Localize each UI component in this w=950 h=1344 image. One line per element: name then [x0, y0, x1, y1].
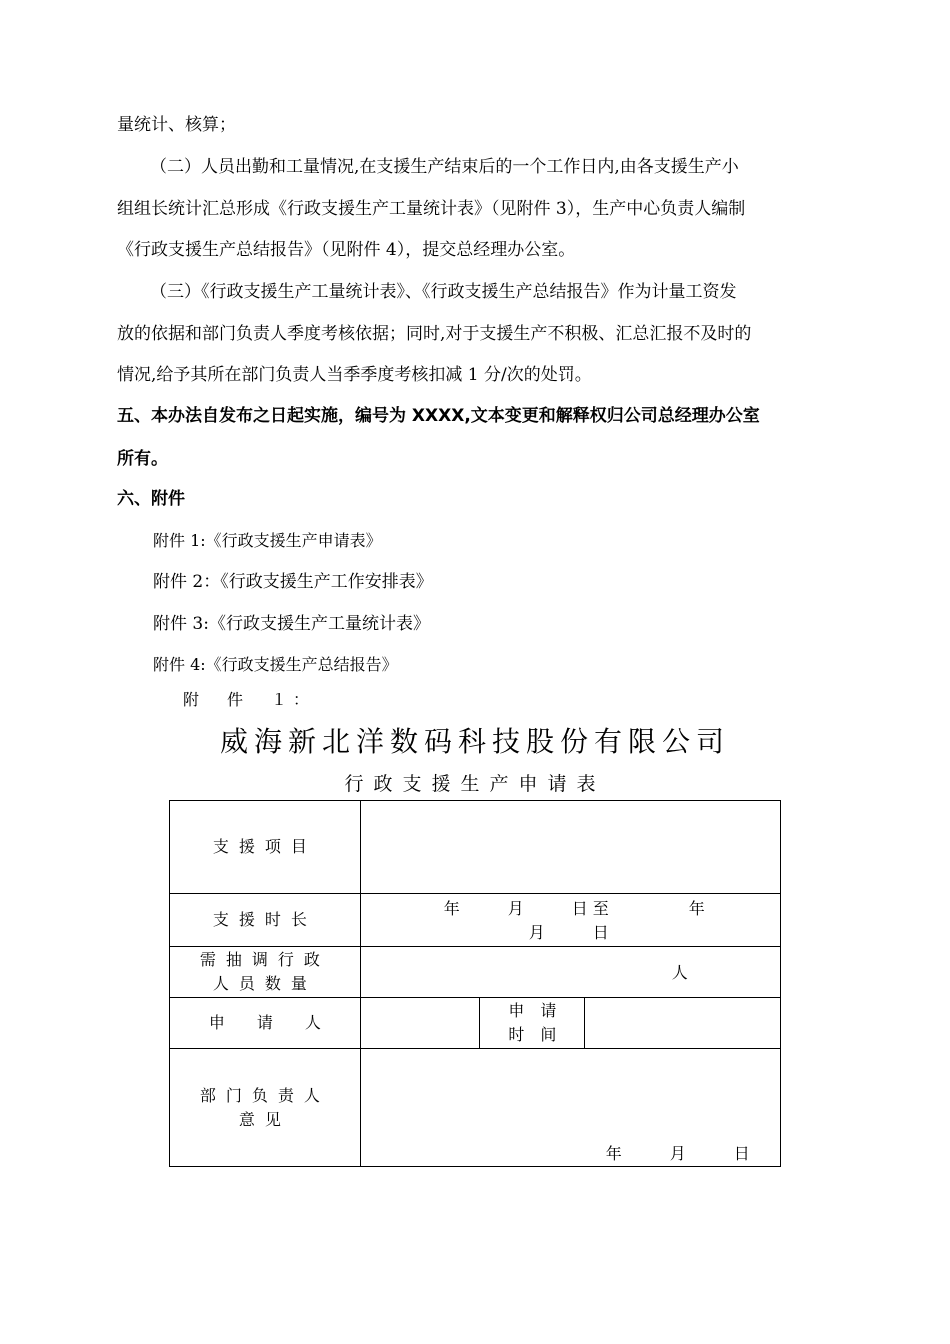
section-5-line-1: 五、本办法自发布之日起实施，编号为 XXXX,文本变更和解释权归公司总经理办公室	[117, 406, 760, 426]
opinion-label-line-1: 部门负责人	[199, 1085, 330, 1105]
opinion-date: 年 月 日	[605, 1144, 750, 1163]
apply-time-line-2: 时 间	[508, 1025, 557, 1044]
duration-label: 支援时长	[212, 910, 317, 929]
attachment-item-3: 附件 3:《行政支援生产工量统计表》	[153, 614, 430, 634]
duration-line-1: 年 月 日 至 年	[443, 899, 705, 918]
body-line-1: 量统计、核算；	[117, 115, 236, 135]
body-line-4: 《行政支援生产总结报告》（见附件 4），提交总经理办公室。	[117, 240, 576, 260]
apply-time-line-1: 申 请	[508, 1001, 557, 1020]
project-value-cell[interactable]	[360, 801, 780, 894]
body-line-6: 放的依据和部门负责人季度考核依据；同时,对于支援生产不积极、汇总汇报不及时的	[117, 324, 752, 344]
row-duration	[170, 894, 781, 947]
section-5-line-2: 所有。	[117, 449, 168, 469]
opinion-value-cell[interactable]	[360, 1049, 780, 1167]
opinion-label-cell	[170, 1049, 361, 1167]
form-attachment-label: 附 件 １：	[183, 690, 316, 709]
applicant-label: 申 请 人	[208, 1013, 321, 1032]
duration-line-2: 月 日	[528, 923, 609, 942]
body-line-7: 情况,给予其所在部门负责人当季季度考核扣减 1 分/次的处罚。	[117, 365, 592, 385]
apply-time-label-cell	[480, 998, 585, 1049]
staff-value-cell[interactable]	[360, 947, 780, 998]
body-line-3: 组组长统计汇总形成《行政支援生产工量统计表》（见附件 3），生产中心负责人编制	[117, 199, 746, 219]
apply-time-value-cell[interactable]	[585, 998, 781, 1049]
row-opinion	[170, 1049, 781, 1167]
staff-label-cell	[170, 947, 361, 998]
applicant-value-cell[interactable]	[360, 998, 480, 1049]
project-label: 支援项目	[212, 837, 317, 856]
row-project	[170, 801, 781, 894]
project-label-cell	[170, 801, 361, 894]
body-line-2: （二）人员出勤和工量情况,在支援生产结束后的一个工作日内,由各支援生产小	[150, 157, 739, 177]
staff-unit: 人	[671, 963, 688, 982]
duration-label-cell	[170, 894, 361, 947]
row-staff	[170, 947, 781, 998]
opinion-label-line-2: 意见	[238, 1109, 291, 1129]
staff-label-line-2: 人员数量	[212, 974, 317, 993]
row-applicant	[170, 998, 781, 1049]
company-name: 威海新北洋数码科技股份有限公司	[219, 725, 730, 758]
application-form-table	[169, 800, 781, 1167]
attachment-item-2: 附件 2：《行政支援生产工作安排表》	[153, 572, 433, 592]
section-6-heading: 六、附件	[117, 489, 185, 509]
staff-label-line-1: 需抽调行政	[199, 950, 330, 969]
applicant-label-cell	[170, 998, 361, 1049]
duration-value-cell[interactable]	[360, 894, 780, 947]
attachment-item-4: 附件 4:《行政支援生产总结报告》	[153, 655, 398, 674]
form-title: 行政支援生产申请表	[344, 773, 606, 795]
attachment-item-1: 附件 1:《行政支援生产申请表》	[153, 531, 382, 550]
body-line-5: （三）《行政支援生产工量统计表》、《行政支援生产总结报告》作为计量工资发	[150, 282, 737, 302]
